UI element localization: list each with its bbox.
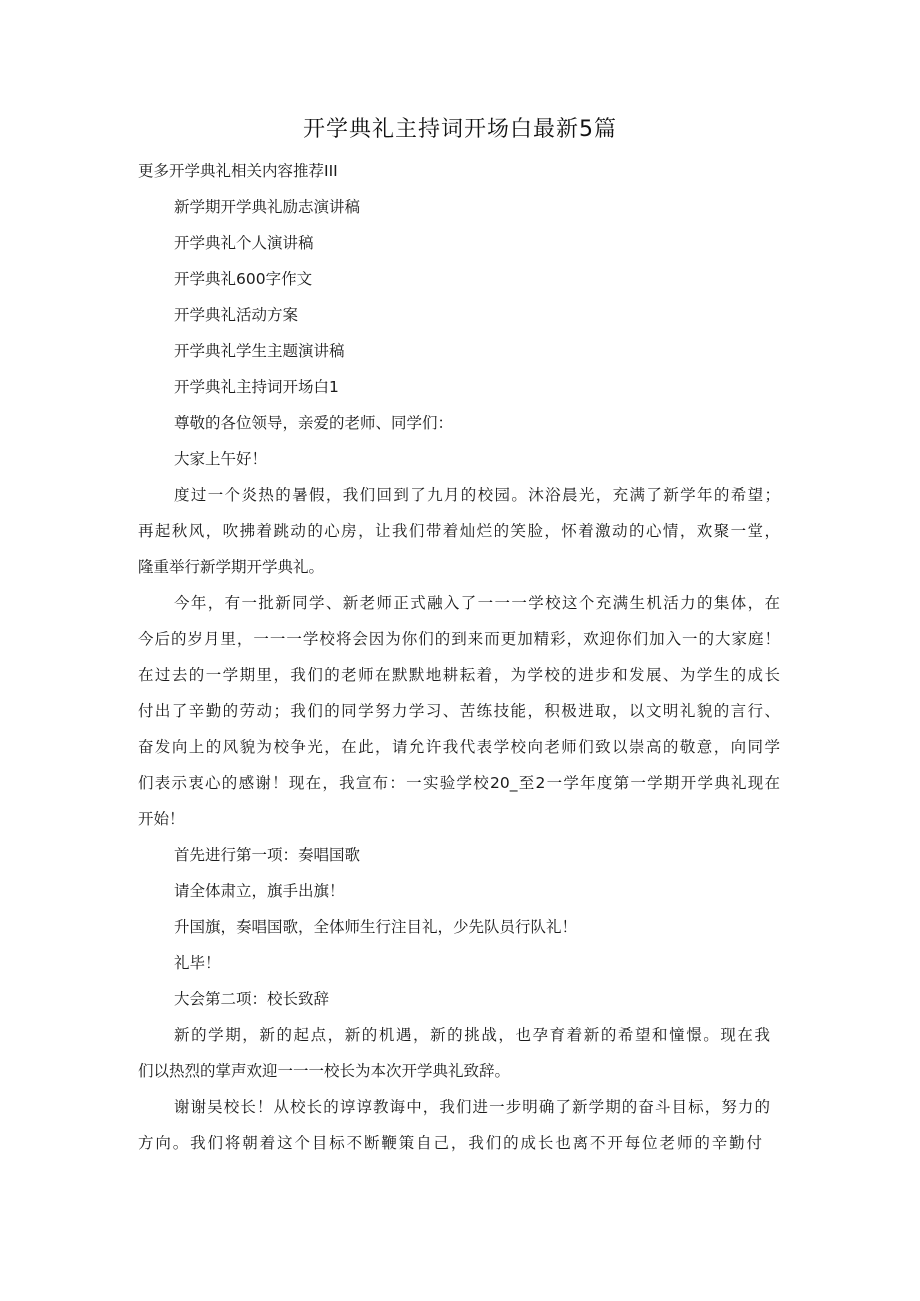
section-heading: 开学典礼主持词开场白1 bbox=[174, 378, 339, 396]
paragraph-line: 今后的岁月里，一一一学校将会因为你们的到来而更加精彩，欢迎你们加入一的大家庭！ bbox=[138, 630, 780, 648]
paragraph-line: 在过去的一学期里，我们的老师在默默地耕耘着，为学校的进步和发展、为学生的成长 bbox=[138, 666, 780, 684]
paragraph-line: 礼毕！ bbox=[174, 954, 221, 972]
recommend-link[interactable]: 开学典礼活动方案 bbox=[174, 306, 299, 324]
paragraph-line: 请全体肃立，旗手出旗！ bbox=[174, 882, 345, 900]
paragraph-line: 大会第二项：校长致辞 bbox=[174, 990, 330, 1008]
paragraph-line: 升国旗，奏唱国歌，全体师生行注目礼，少先队员行队礼！ bbox=[174, 918, 578, 936]
paragraph-line: 方向。我们将朝着这个目标不断鞭策自己，我们的成长也离不开每位老师的辛勤付 bbox=[138, 1134, 762, 1152]
paragraph-line: 付出了辛勤的劳动；我们的同学努力学习、苦练技能，积极进取，以文明礼貌的言行、 bbox=[138, 702, 780, 720]
paragraph-line: 们以热烈的掌声欢迎一一一校长为本次开学典礼致辞。 bbox=[138, 1062, 511, 1080]
paragraph-line: 今年，有一批新同学、新老师正式融入了一一一学校这个充满生机活力的集体，在 bbox=[174, 594, 780, 612]
paragraph-line: 首先进行第一项：奏唱国歌 bbox=[174, 846, 361, 864]
paragraph-line: 尊敬的各位领导，亲爱的老师、同学们： bbox=[174, 414, 454, 432]
paragraph-line: 新的学期，新的起点，新的机遇，新的挑战，也孕育着新的希望和憧憬。现在我 bbox=[174, 1026, 770, 1044]
paragraph-line: 再起秋风，吹拂着跳动的心房，让我们带着灿烂的笑脸，怀着激动的心情，欢聚一堂， bbox=[138, 522, 780, 540]
document-title: 开学典礼主持词开场白最新5篇 bbox=[303, 117, 617, 142]
recommend-link[interactable]: 新学期开学典礼励志演讲稿 bbox=[174, 198, 361, 216]
paragraph-line: 奋发向上的风貌为校争光，在此，请允许我代表学校向老师们致以崇高的敬意，向同学 bbox=[138, 738, 780, 756]
paragraph-line: 度过一个炎热的暑假，我们回到了九月的校园。沐浴晨光，充满了新学年的希望； bbox=[174, 486, 780, 504]
paragraph-line: 隆重举行新学期开学典礼。 bbox=[138, 558, 325, 576]
paragraph-line: 大家上午好！ bbox=[174, 450, 268, 468]
recommend-link[interactable]: 开学典礼学生主题演讲稿 bbox=[174, 342, 345, 360]
paragraph-line: 谢谢吴校长！从校长的谆谆教诲中，我们进一步明确了新学期的奋斗目标，努力的 bbox=[174, 1098, 770, 1116]
recommend-heading: 更多开学典礼相关内容推荐III bbox=[138, 162, 338, 180]
recommend-link[interactable]: 开学典礼个人演讲稿 bbox=[174, 234, 314, 252]
paragraph-line: 们表示衷心的感谢！现在，我宣布：一实验学校20_至2一学年度第一学期开学典礼现在 bbox=[138, 774, 780, 792]
paragraph-line: 开始！ bbox=[138, 810, 185, 828]
recommend-link[interactable]: 开学典礼600字作文 bbox=[174, 270, 313, 288]
